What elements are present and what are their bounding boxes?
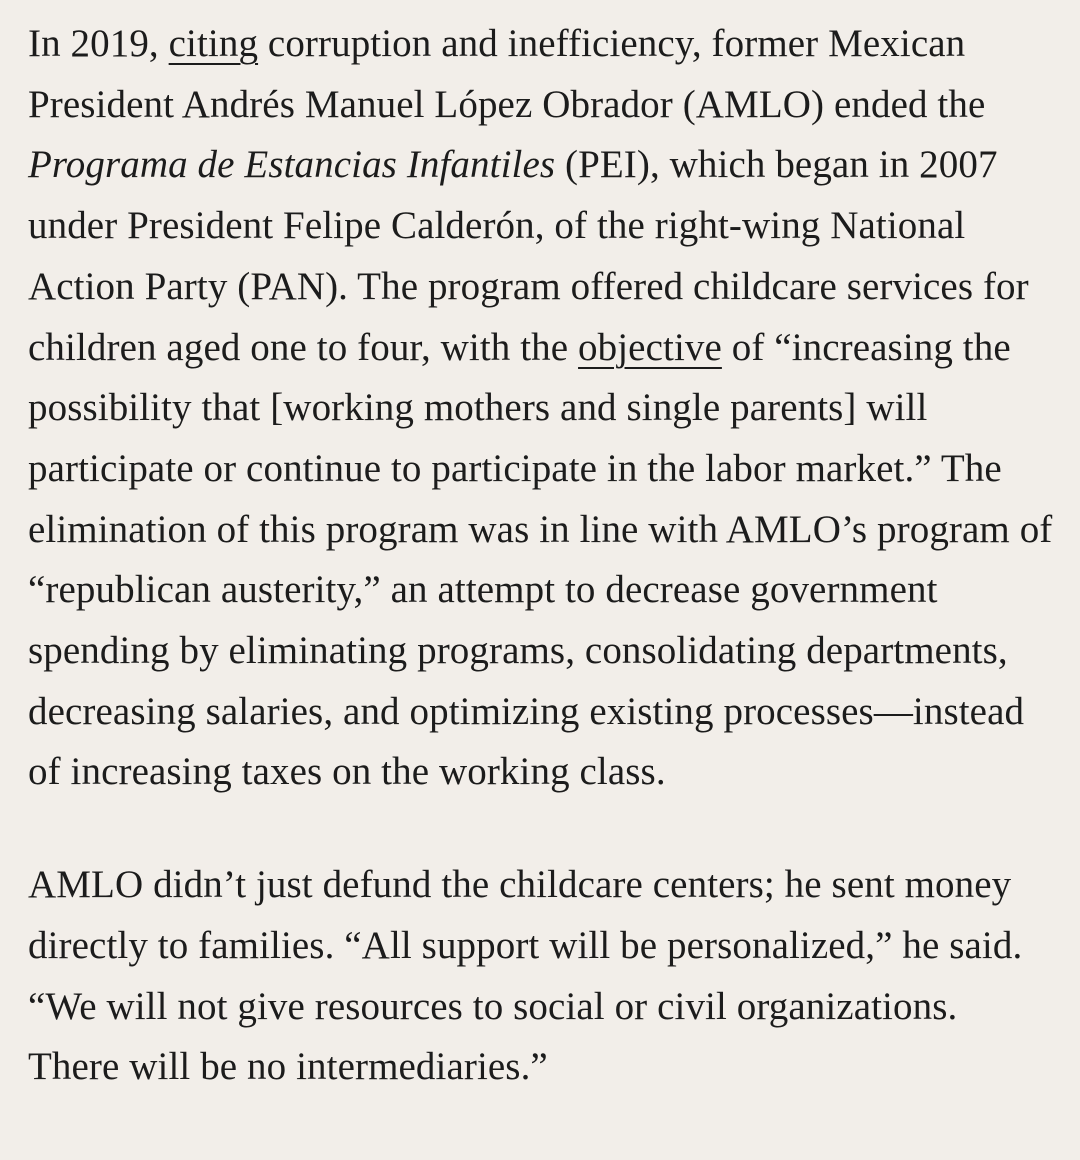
- objective-link[interactable]: objective: [578, 325, 722, 369]
- paragraph-1-text-4: of “increasing the possibility that [working mothers and single parents] will participate or continue to participate in the labor market.” The elimination of this program was in line with AMLO’s program of “republican austerity,” an attempt to decrease government spending by eliminating programs, consolidating departments, decreasing salaries, and optimizing existing processes—instead of increasing taxes on the working class.: [28, 325, 1053, 794]
- paragraph-1-text-3: (PEI), which began in 2007 under President Felipe Calderón, of the right-wing National Action Party (PAN). The program offered childcare services for children aged one to four, with the: [28, 143, 1029, 369]
- paragraph-1-text-1: In 2019,: [28, 22, 169, 65]
- paragraph-2-text: AMLO didn’t just defund the childcare centers; he sent money directly to families. “All support will be personalized,” he said. “We will not give resources to social or civil organizations. There will be no intermediaries.”: [28, 863, 1023, 1089]
- paragraph-1-text-2: corruption and inefficiency, former Mexican President Andrés Manuel López Obrador (AMLO) ended the: [28, 22, 986, 126]
- paragraph-1: [28, 14, 1056, 803]
- citing-link[interactable]: citing: [168, 22, 259, 65]
- paragraph-2: [28, 855, 1056, 1098]
- program-name-italic: Programa de Estancias Infantiles: [28, 143, 556, 187]
